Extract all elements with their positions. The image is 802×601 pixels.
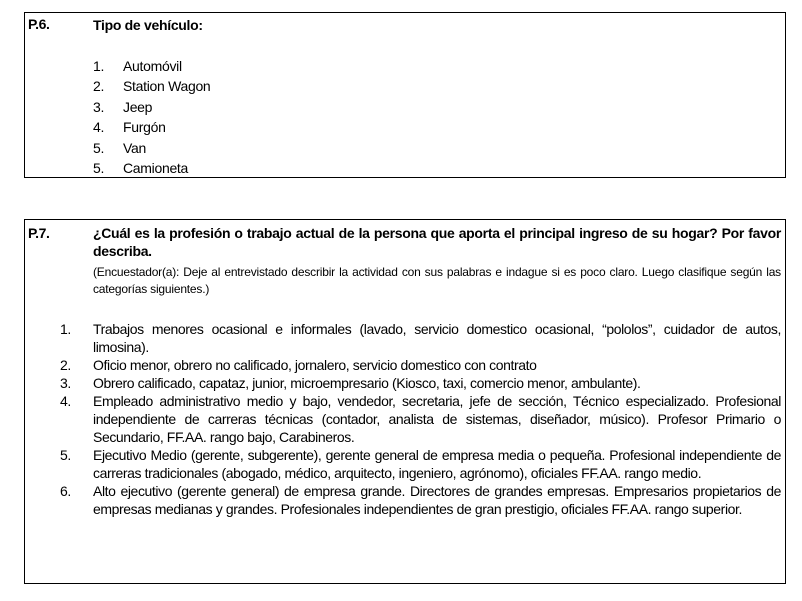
question-number: P.6. xyxy=(28,16,50,32)
option-label: Van xyxy=(123,139,146,156)
occupation-categories-list xyxy=(25,320,781,518)
question-number: P.7. xyxy=(28,225,50,241)
question-title: ¿Cuál es la profesión o trabajo actual de la persona que aporta el principal ingreso de su hogar? Por favor describa. xyxy=(93,225,781,259)
category-text: Empleado administrativo medio y bajo, vendedor, secretaria, jefe de sección, Técnico especializado. Profesional independiente de carreras técnicas (contador, analista de sistemas, diseñador, músico). Profesor Primario o Secundario, FF.AA. rango bajo, Carabineros. xyxy=(93,393,781,445)
option-label: Camioneta xyxy=(123,160,189,177)
list-item xyxy=(93,117,210,137)
list-item xyxy=(25,320,781,356)
list-item xyxy=(93,138,210,158)
option-number: 2. xyxy=(93,78,105,95)
category-text: Obrero calificado, capataz, junior, microempresario (Kiosco, taxi, comercio menor, ambulante). xyxy=(93,375,641,391)
list-item xyxy=(25,392,781,446)
list-item xyxy=(93,76,210,96)
list-item xyxy=(25,356,781,374)
option-number: 1. xyxy=(93,58,105,74)
category-text: Alto ejecutivo (gerente general) de empresa grande. Directores de grandes empresas. Empresarios propietarios de empresas medianas y grandes. Profesionales independientes de gran prestigio, oficiales FF.AA. rango superior. xyxy=(93,483,781,517)
option-label: Station Wagon xyxy=(123,78,211,95)
option-number: 4. xyxy=(93,119,105,136)
option-label: Jeep xyxy=(123,98,153,115)
category-number: 2. xyxy=(60,357,71,373)
category-text: Ejecutivo Medio (gerente, subgerente), gerente general de empresa media o pequeña. Profesional independiente de carreras tradicionales (abogado, médico, arquitecto, ingeniero, agrónomo), oficiales FF.AA. rango medio. xyxy=(93,447,781,481)
category-number: 5. xyxy=(60,447,71,463)
category-text: Oficio menor, obrero no calificado, jornalero, servicio domestico con contrato xyxy=(93,357,537,373)
list-item xyxy=(93,158,210,178)
category-number: 6. xyxy=(60,483,71,499)
list-item xyxy=(25,446,781,482)
option-number: 3. xyxy=(93,98,105,115)
category-number: 1. xyxy=(60,321,71,337)
category-number: 3. xyxy=(60,375,71,391)
list-item xyxy=(25,482,781,518)
option-number: 5. xyxy=(93,160,105,177)
question-p6-box xyxy=(24,12,786,178)
option-label: Automóvil xyxy=(123,58,182,74)
option-label: Furgón xyxy=(123,119,166,136)
option-number: 5. xyxy=(93,139,105,156)
list-item xyxy=(25,374,781,392)
category-text: Trabajos menores ocasional e informales (lavado, servicio domestico ocasional, “pololos”, cuidador de autos, limosina). xyxy=(93,321,781,355)
interviewer-note: (Encuestador(a): Deje al entrevistado describir la actividad con sus palabras e indague si es poco claro. Luego clasifique según las categorías siguientes.) xyxy=(93,265,781,296)
category-number: 4. xyxy=(60,393,71,409)
vehicle-options-list xyxy=(93,56,210,178)
question-title: Tipo de vehículo: xyxy=(93,17,203,33)
question-p7-box xyxy=(24,219,786,584)
list-item xyxy=(93,97,210,117)
list-item xyxy=(93,56,210,76)
